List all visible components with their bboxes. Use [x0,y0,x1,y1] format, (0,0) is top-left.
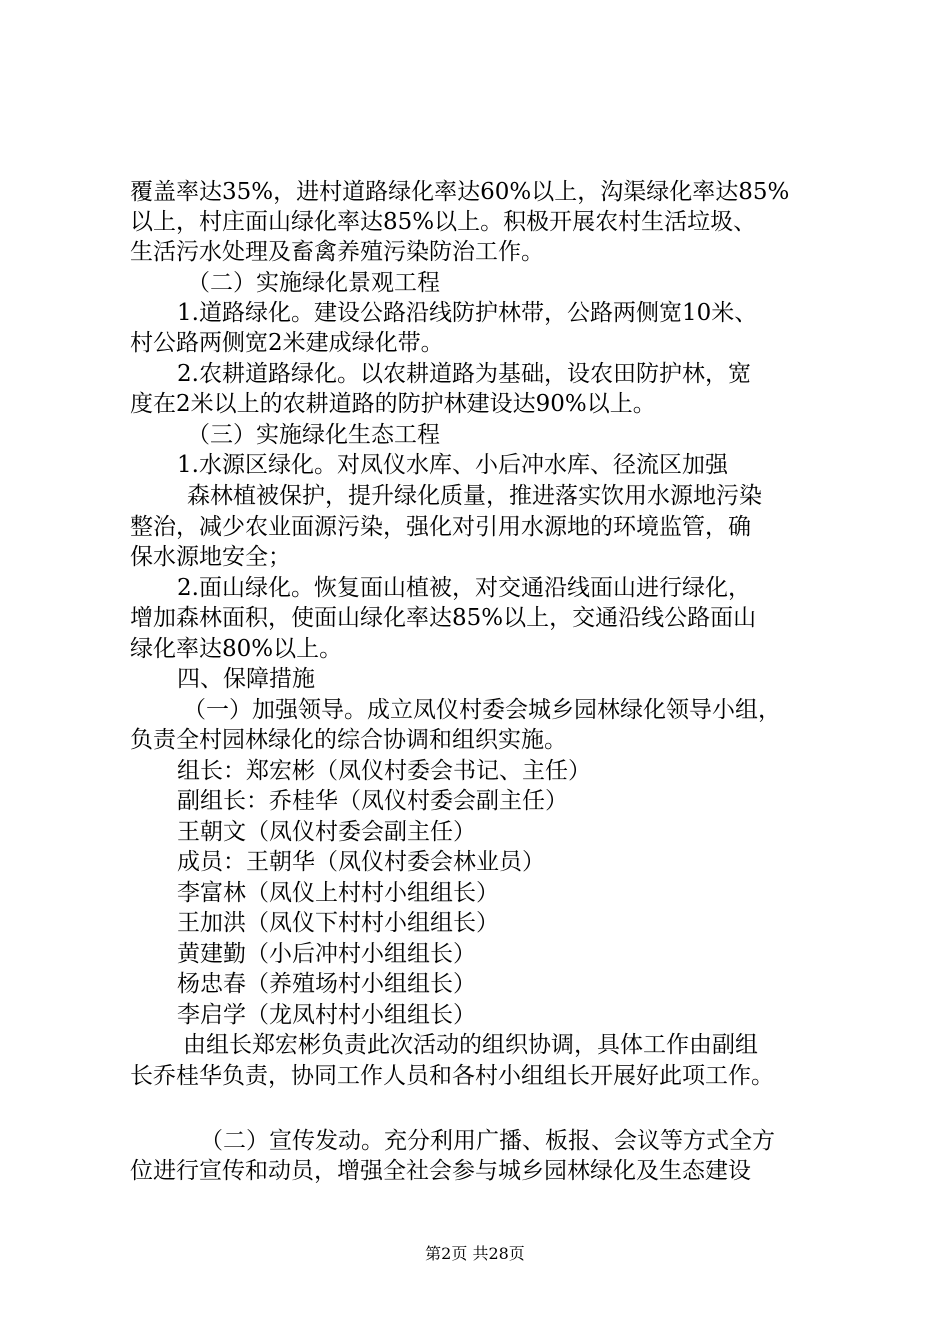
text-line: 2.农耕道路绿化。以农耕道路为基础，设农田防护林，宽 [177,361,751,387]
text-line: 保水源地安全； [130,544,291,570]
text-line: （二）宣传发动。充分利用广播、板报、会议等方式全方 [200,1128,775,1154]
text-line: （一）加强领导。成立凤仪村委会城乡园林绿化领导小组， [183,697,781,723]
text-line: 森林植被保护，提升绿化质量，推进落实饮用水源地污染 [187,483,762,509]
text-line: 李启学（龙凤村村小组组长） [177,1002,476,1028]
text-line: 王加洪（凤仪下村村小组组长） [177,910,499,936]
text-line: 1.道路绿化。建设公路沿线防护林带，公路两侧宽10米、 [177,300,758,326]
text-line: 覆盖率达35%，进村道路绿化率达60%以上，沟渠绿化率达85% [130,179,790,205]
text-line: 以上，村庄面山绿化率达85%以上。积极开展农村生活垃圾、 [130,209,757,235]
text-line: 1.水源区绿化。对凤仪水库、小后冲水库、径流区加强 [177,452,728,478]
page-footer: 第2页 共28页 [425,1244,525,1263]
text-line: 组长：郑宏彬（凤仪村委会书记、主任） [177,758,591,784]
text-line: 2.面山绿化。恢复面山植被，对交通沿线面山进行绿化， [177,575,751,601]
text-line: 绿化率达80%以上。 [130,636,343,662]
text-line: 负责全村园林绿化的综合协调和组织实施。 [130,727,567,753]
text-line: 整治，减少农业面源污染，强化对引用水源地的环境监管，确 [130,514,751,540]
section-heading: （三）实施绿化生态工程 [187,422,440,448]
text-line: 黄建勤（小后冲村小组组长） [177,941,476,967]
text-line: 王朝文（凤仪村委会副主任） [177,819,476,845]
text-line: 成员：王朝华（凤仪村委会林业员） [177,849,545,875]
text-line: 生活污水处理及畜禽养殖污染防治工作。 [130,239,544,265]
text-line: 增加森林面积，使面山绿化率达85%以上，交通沿线公路面山 [130,605,757,631]
text-line: 杨忠春（养殖场村小组组长） [177,971,476,997]
section-heading: 四、保障措施 [177,666,315,692]
text-line: 由组长郑宏彬负责此次活动的组织协调，具体工作由副组 [183,1032,758,1058]
text-line: 度在2米以上的农耕道路的防护林建设达90%以上。 [130,391,656,417]
text-line: 李富林（凤仪上村村小组组长） [177,880,499,906]
text-line: 长乔桂华负责，协同工作人员和各村小组组长开展好此项工作。 [130,1063,774,1089]
section-heading: （二）实施绿化景观工程 [187,270,440,296]
text-line: 位进行宣传和动员，增强全社会参与城乡园林绿化及生态建设 [130,1158,751,1184]
text-line: 村公路两侧宽2米建成绿化带。 [130,330,444,356]
text-line: 副组长：乔桂华（凤仪村委会副主任） [177,788,568,814]
